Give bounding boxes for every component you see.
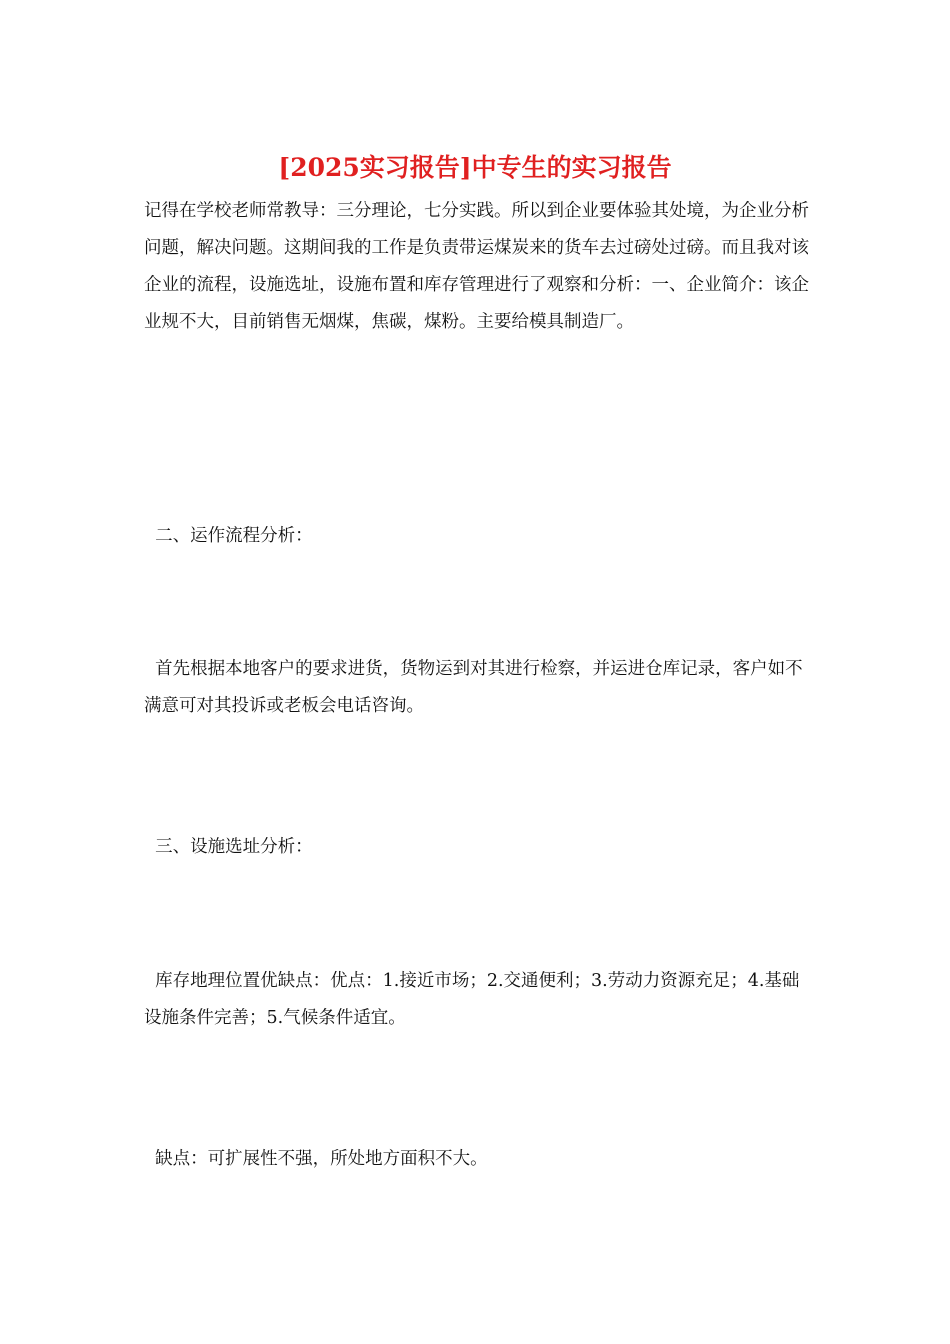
section-heading-site-selection: 三、设施选址分析： [144,837,313,857]
document-title: [2025实习报告]中专生的实习报告 [278,153,672,182]
section-heading-operations: 二、运作流程分析： [144,526,313,546]
site-pros-paragraph: 库存地理位置优缺点：优点：1.接近市场；2.交通便利；3.劳动力资源充足；4.基础设施条件完善；5.气候条件适宜。 [144,971,800,1028]
operations-paragraph: 首先根据本地客户的要求进货，货物运到对其进行检察，并运进仓库记录，客户如不满意可对其投诉或老板会电话咨询。 [144,659,803,716]
intro-paragraph: 记得在学校老师常教导：三分理论，七分实践。所以到企业要体验其处境，为企业分析问题，解决问题。这期间我的工作是负责带运煤炭来的货车去过磅处过磅。而且我对该企业的流程，设施选址，设施布置和库存管理进行了观察和分析：一、企业简介：该企业规不大，目前销售无烟煤，焦碳，煤粉。主要给模具制造厂。 [144,201,809,332]
site-cons-paragraph: 缺点：可扩展性不强，所处地方面积不大。 [144,1149,488,1169]
